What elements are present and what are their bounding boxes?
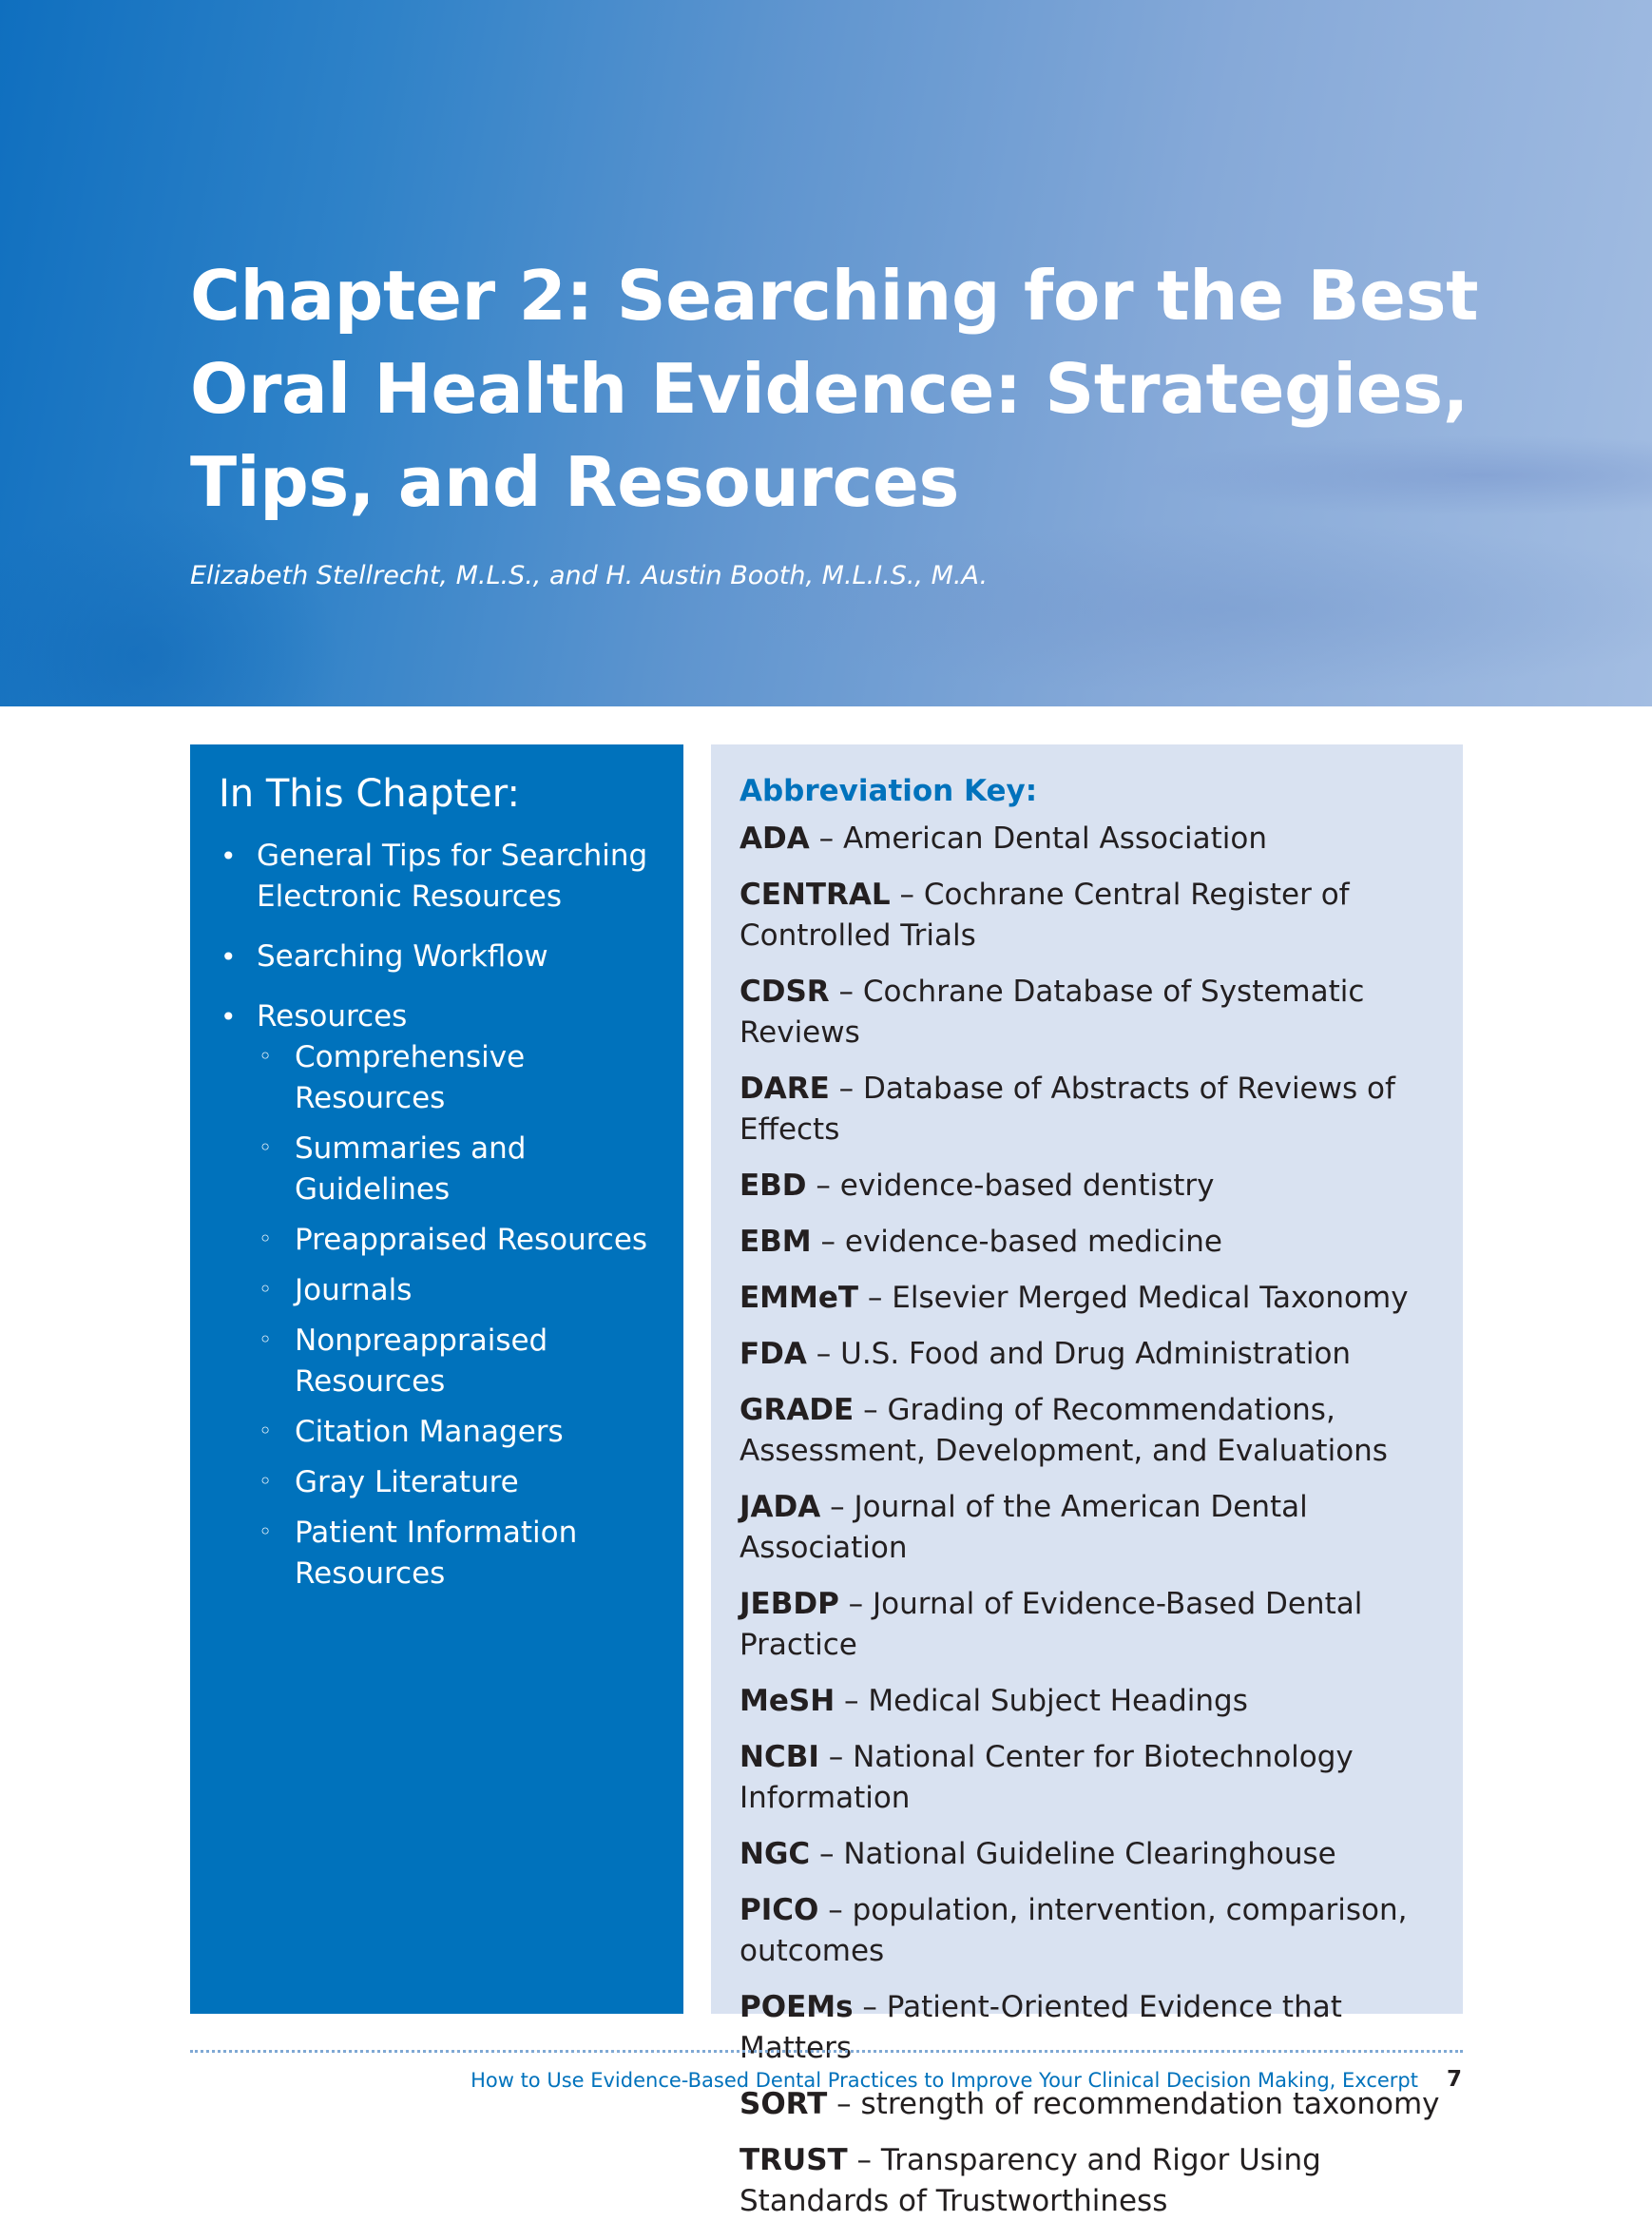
abbreviation-definition: National Center for Biotechnology Information bbox=[740, 1740, 1354, 1815]
abbreviation-entry bbox=[740, 1166, 1446, 1207]
bullet-icon: • bbox=[221, 941, 237, 973]
bullet-icon: • bbox=[221, 1001, 237, 1033]
toc-list bbox=[219, 836, 664, 1594]
toc-subitem bbox=[257, 1462, 664, 1503]
abbreviation-separator: – bbox=[806, 1169, 840, 1203]
toc-subitem-label: Patient Information Resources bbox=[295, 1516, 578, 1591]
abbreviation-term: TRUST bbox=[740, 2143, 848, 2177]
abbreviation-separator: – bbox=[858, 1281, 893, 1315]
circle-bullet-icon: ◦ bbox=[259, 1518, 273, 1545]
chapter-title-line: Tips, and Resources bbox=[190, 442, 960, 522]
abbreviation-separator: – bbox=[818, 1893, 853, 1927]
abbreviation-definition: Elsevier Merged Medical Taxonomy bbox=[892, 1281, 1409, 1315]
abbreviation-definition: National Guideline Clearinghouse bbox=[843, 1837, 1336, 1871]
abbreviation-separator: – bbox=[847, 2143, 881, 2177]
abbreviation-term: CENTRAL bbox=[740, 878, 891, 912]
toc-subitem bbox=[257, 1513, 664, 1594]
chapter-title-line: Oral Health Evidence: Strategies, bbox=[190, 349, 1469, 429]
abbreviation-definition: Transparency and Rigor Using Standards of Trustworthiness bbox=[740, 2143, 1321, 2218]
abbreviation-separator: – bbox=[838, 1587, 874, 1621]
abbreviation-separator: – bbox=[827, 2087, 861, 2121]
abbreviation-entry bbox=[740, 1222, 1446, 1263]
abbreviation-term: PICO bbox=[740, 1893, 819, 1927]
abbreviation-separator: – bbox=[854, 1393, 888, 1427]
toc-subitem-label: Preappraised Resources bbox=[295, 1223, 648, 1257]
toc-subitem-label: Comprehensive Resources bbox=[295, 1040, 526, 1115]
abbreviation-separator: – bbox=[820, 1490, 855, 1524]
toc-subitem bbox=[257, 1412, 664, 1453]
abbreviation-entry bbox=[740, 1737, 1446, 1819]
toc-subitem bbox=[257, 1037, 664, 1119]
abbreviation-entry bbox=[740, 819, 1446, 860]
toc-sublist bbox=[257, 1037, 664, 1594]
abbreviation-separator: – bbox=[835, 1684, 869, 1718]
toc-subitem-label: Citation Managers bbox=[295, 1415, 564, 1449]
toc-item bbox=[219, 996, 664, 1594]
abbreviation-entry bbox=[740, 1890, 1446, 1972]
abbreviation-separator: – bbox=[829, 975, 863, 1009]
chapter-authors: Elizabeth Stellrecht, M.L.S., and H. Austin Booth, M.L.I.S., M.A. bbox=[190, 561, 989, 590]
abbreviation-term: ADA bbox=[740, 821, 810, 856]
toc-subitem-label: Journals bbox=[295, 1273, 413, 1307]
abbreviation-entry bbox=[740, 1390, 1446, 1472]
toc-heading: In This Chapter: bbox=[219, 772, 521, 816]
toc-subitem-label: Nonpreappraised Resources bbox=[295, 1324, 548, 1399]
toc-subitem bbox=[257, 1220, 664, 1261]
abbreviation-entry bbox=[740, 1278, 1446, 1319]
toc-subitem bbox=[257, 1270, 664, 1311]
toc-subitem bbox=[257, 1321, 664, 1402]
bullet-icon: • bbox=[221, 840, 237, 872]
toc-item-label: Searching Workflow bbox=[257, 939, 548, 974]
abbreviation-list bbox=[740, 819, 1446, 2222]
circle-bullet-icon: ◦ bbox=[259, 1326, 273, 1353]
footer-running-title: How to Use Evidence-Based Dental Practices to Improve Your Clinical Decision Making, Excerpt bbox=[471, 2069, 1418, 2092]
abbreviation-term: FDA bbox=[740, 1337, 807, 1371]
abbreviation-entry bbox=[740, 1487, 1446, 1569]
abbreviation-entry bbox=[740, 1584, 1446, 1666]
abbreviation-separator: – bbox=[810, 1837, 844, 1871]
abbreviation-entry bbox=[740, 1834, 1446, 1875]
page-number: 7 bbox=[1447, 2067, 1463, 2092]
abbreviation-term: JADA bbox=[740, 1490, 821, 1524]
abbreviation-entry bbox=[740, 1069, 1446, 1150]
abbreviation-definition: Patient-Oriented Evidence that Matters bbox=[740, 1990, 1342, 2065]
abbreviation-definition: strength of recommendation taxonomy bbox=[860, 2087, 1440, 2121]
abbreviation-term: CDSR bbox=[740, 975, 830, 1009]
abbreviation-definition: population, intervention, comparison, outcomes bbox=[740, 1893, 1408, 1968]
abbreviation-separator: – bbox=[809, 821, 843, 856]
chapter-title-line: Chapter 2: Searching for the Best bbox=[190, 256, 1479, 336]
abbreviation-separator: – bbox=[890, 878, 924, 912]
abbreviation-term: DARE bbox=[740, 1072, 830, 1106]
circle-bullet-icon: ◦ bbox=[259, 1134, 273, 1161]
abbreviation-term: NCBI bbox=[740, 1740, 819, 1774]
abbreviation-entry bbox=[740, 1681, 1446, 1722]
abbreviation-term: MeSH bbox=[740, 1684, 836, 1718]
circle-bullet-icon: ◦ bbox=[259, 1276, 273, 1303]
circle-bullet-icon: ◦ bbox=[259, 1418, 273, 1444]
abbreviation-term: SORT bbox=[740, 2087, 828, 2121]
abbreviation-definition: evidence-based medicine bbox=[844, 1225, 1222, 1259]
abbreviation-separator: – bbox=[806, 1337, 841, 1371]
toc-item bbox=[219, 836, 664, 918]
circle-bullet-icon: ◦ bbox=[259, 1226, 273, 1252]
chapter-header-banner bbox=[0, 0, 1652, 706]
toc-item bbox=[219, 937, 664, 977]
abbreviation-term: NGC bbox=[740, 1837, 811, 1871]
circle-bullet-icon: ◦ bbox=[259, 1043, 273, 1070]
abbreviation-term: EMMeT bbox=[740, 1281, 859, 1315]
abbreviation-definition: American Dental Association bbox=[842, 821, 1268, 856]
footer-divider bbox=[190, 2050, 1463, 2053]
toc-subitem bbox=[257, 1129, 664, 1210]
abbreviation-entry bbox=[740, 1334, 1446, 1375]
abbreviation-entry bbox=[740, 1987, 1446, 2069]
abbreviation-entry bbox=[740, 2140, 1446, 2222]
abbreviation-definition: U.S. Food and Drug Administration bbox=[840, 1337, 1352, 1371]
toc-subitem-label: Gray Literature bbox=[295, 1465, 519, 1499]
abbreviation-term: EBM bbox=[740, 1225, 812, 1259]
abbreviation-definition: Medical Subject Headings bbox=[868, 1684, 1248, 1718]
abbreviation-separator: – bbox=[829, 1072, 863, 1106]
toc-item-label: Resources bbox=[257, 999, 408, 1034]
abbreviation-separator: – bbox=[818, 1740, 854, 1774]
abbreviation-term: JEBDP bbox=[740, 1587, 839, 1621]
abbreviation-separator: – bbox=[853, 1990, 887, 2024]
abbreviation-definition: Database of Abstracts of Reviews of Effects bbox=[740, 1072, 1395, 1147]
abbreviation-separator: – bbox=[811, 1225, 845, 1259]
toc-item-label: General Tips for Searching Electronic Resources bbox=[257, 839, 648, 914]
toc-subitem-label: Summaries and Guidelines bbox=[295, 1131, 527, 1207]
abbreviation-definition: evidence-based dentistry bbox=[839, 1169, 1215, 1203]
abbreviation-definition: Cochrane Database of Systematic Reviews bbox=[740, 975, 1365, 1050]
abbreviation-term: GRADE bbox=[740, 1393, 855, 1427]
abbreviation-definition: Grading of Recommendations, Assessment, Development, and Evaluations bbox=[740, 1393, 1388, 1468]
abbreviation-term: POEMs bbox=[740, 1990, 854, 2024]
in-this-chapter-box bbox=[190, 744, 683, 2014]
abbreviation-definition: Journal of the American Dental Association bbox=[740, 1490, 1308, 1565]
circle-bullet-icon: ◦ bbox=[259, 1468, 273, 1495]
abbreviation-entry bbox=[740, 875, 1446, 956]
abbreviation-entry bbox=[740, 972, 1446, 1053]
abbreviation-definition: Cochrane Central Register of Controlled Trials bbox=[740, 878, 1350, 953]
abbreviation-key-heading: Abbreviation Key: bbox=[740, 774, 1038, 808]
chapter-title bbox=[190, 249, 1479, 529]
abbreviation-term: EBD bbox=[740, 1169, 807, 1203]
abbreviation-definition: Journal of Evidence-Based Dental Practice bbox=[740, 1587, 1363, 1662]
